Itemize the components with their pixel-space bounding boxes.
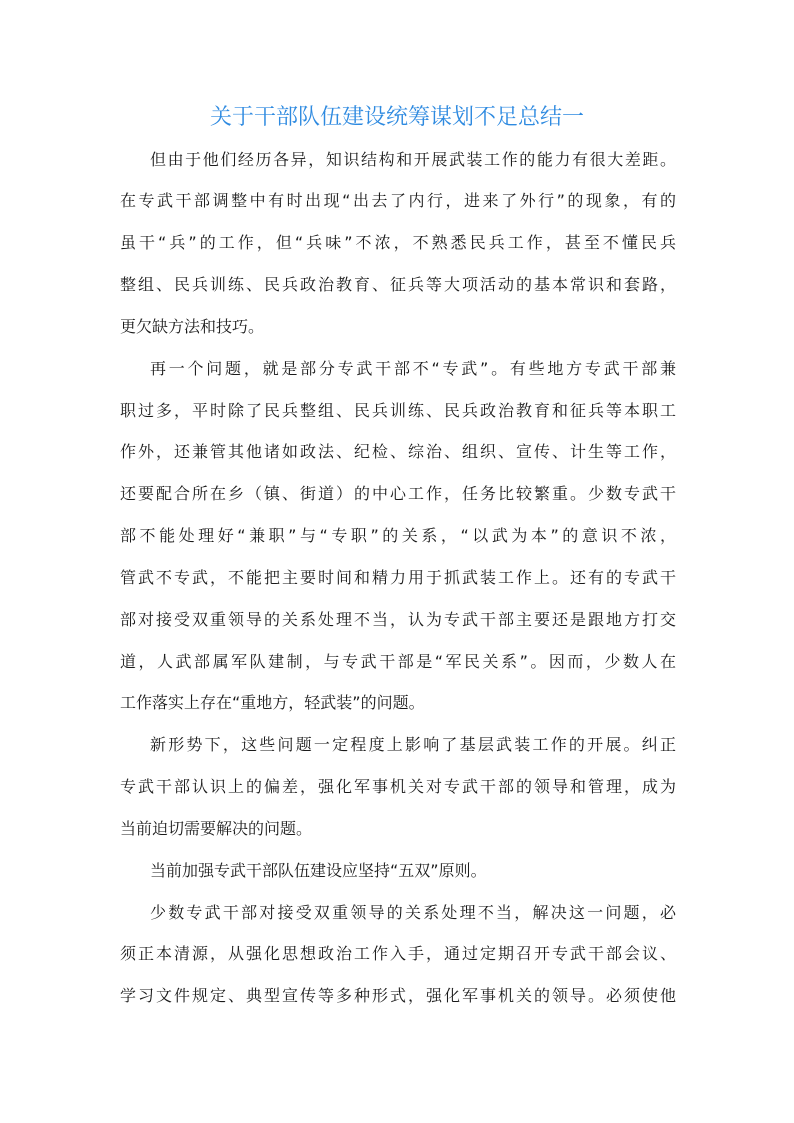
paragraph-2-line-3: 作外，还兼管其他诸如政法、纪检、综治、组织、宣传、计生等工作，: [120, 442, 676, 461]
paragraph-1-line-4: 整组、民兵训练、民兵政治教育、征兵等大项活动的基本常识和套路，: [120, 275, 676, 294]
paragraph-2-line-5: 部不能处理好“兼职”与“专职”的关系，“以武为本”的意识不浓，: [120, 526, 676, 545]
paragraph-5-line-1: 少数专武干部对接受双重领导的关系处理不当，解决这一问题，必: [150, 903, 676, 922]
paragraph-2-line-7: 部对接受双重领导的关系处理不当，认为专武干部主要还是跟地方打交: [120, 610, 676, 629]
paragraph-3-line-1: 新形势下，这些问题一定程度上影响了基层武装工作的开展。纠正: [150, 735, 676, 754]
paragraph-1-line-5: 更欠缺方法和技巧。: [120, 317, 265, 336]
paragraph-2-line-2: 职过多，平时除了民兵整组、民兵训练、民兵政治教育和征兵等本职工: [120, 401, 676, 420]
paragraph-5-line-2: 须正本清源，从强化思想政治工作入手，通过定期召开专武干部会议、: [120, 944, 676, 963]
paragraph-1-line-2: 在专武干部调整中有时出现“出去了内行，进来了外行”的现象，有的: [120, 191, 676, 210]
paragraph-1-line-3: 虽干“兵”的工作，但“兵味”不浓，不熟悉民兵工作，甚至不懂民兵: [120, 233, 676, 252]
paragraph-2-line-9: 工作落实上存在“重地方，轻武装”的问题。: [120, 693, 425, 712]
document-title: 关于干部队伍建设统筹谋划不足总结一: [209, 105, 584, 130]
paragraph-2-line-8: 道，人武部属军队建制，与专武干部是“军民关系”。因而，少数人在: [120, 652, 676, 671]
paragraph-2-line-6: 管武不专武，不能把主要时间和精力用于抓武装工作上。还有的专武干: [120, 568, 676, 587]
paragraph-3-line-3: 当前迫切需要解决的问题。: [120, 819, 313, 838]
paragraph-2-line-4: 还要配合所在乡（镇、街道）的中心工作，任务比较繁重。少数专武干: [120, 484, 676, 503]
paragraph-5-line-3: 学习文件规定、典型宣传等多种形式，强化军事机关的领导。必须使他: [120, 986, 676, 1005]
paragraph-2-line-1: 再一个问题，就是部分专武干部不“专武”。有些地方专武干部兼: [150, 359, 676, 378]
paragraph-1-line-1: 但由于他们经历各异，知识结构和开展武装工作的能力有很大差距。: [150, 150, 676, 169]
paragraph-4-line-1: 当前加强专武干部队伍建设应坚持“五双”原则。: [150, 861, 487, 880]
paragraph-3-line-2: 专武干部认识上的偏差，强化军事机关对专武干部的领导和管理，成为: [120, 777, 676, 796]
